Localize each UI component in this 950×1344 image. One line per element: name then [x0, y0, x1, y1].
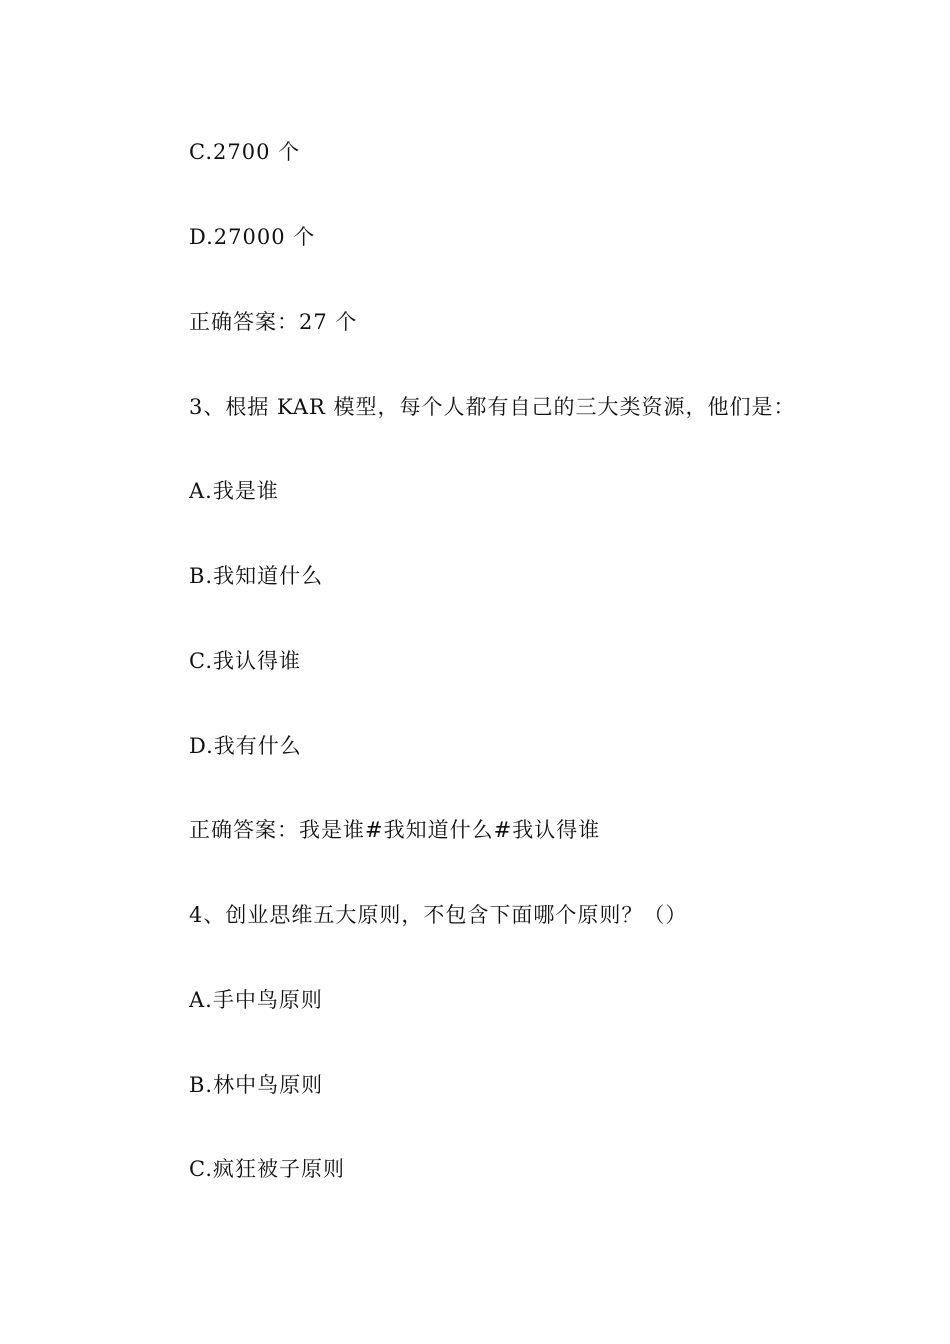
option-b-q3: B.我知道什么 — [189, 564, 324, 588]
answer-q3: 正确答案：我是谁#我知道什么#我认得谁 — [189, 818, 601, 842]
question-4: 4、创业思维五大原则，不包含下面哪个原则？（） — [189, 903, 688, 927]
option-d-q2: D.27000 个 — [189, 225, 316, 249]
option-a-q3: A.我是谁 — [189, 479, 279, 503]
option-c-q4: C.疯狂被子原则 — [189, 1157, 345, 1181]
answer-q2: 正确答案：27 个 — [189, 310, 358, 334]
option-c-q3: C.我认得谁 — [189, 649, 301, 673]
option-d-q3: D.我有什么 — [189, 734, 302, 758]
question-3: 3、根据 KAR 模型，每个人都有自己的三大类资源，他们是： — [189, 395, 796, 419]
option-c-q2: C.2700 个 — [189, 140, 301, 164]
option-a-q4: A.手中鸟原则 — [189, 988, 323, 1012]
option-b-q4: B.林中鸟原则 — [189, 1073, 324, 1097]
